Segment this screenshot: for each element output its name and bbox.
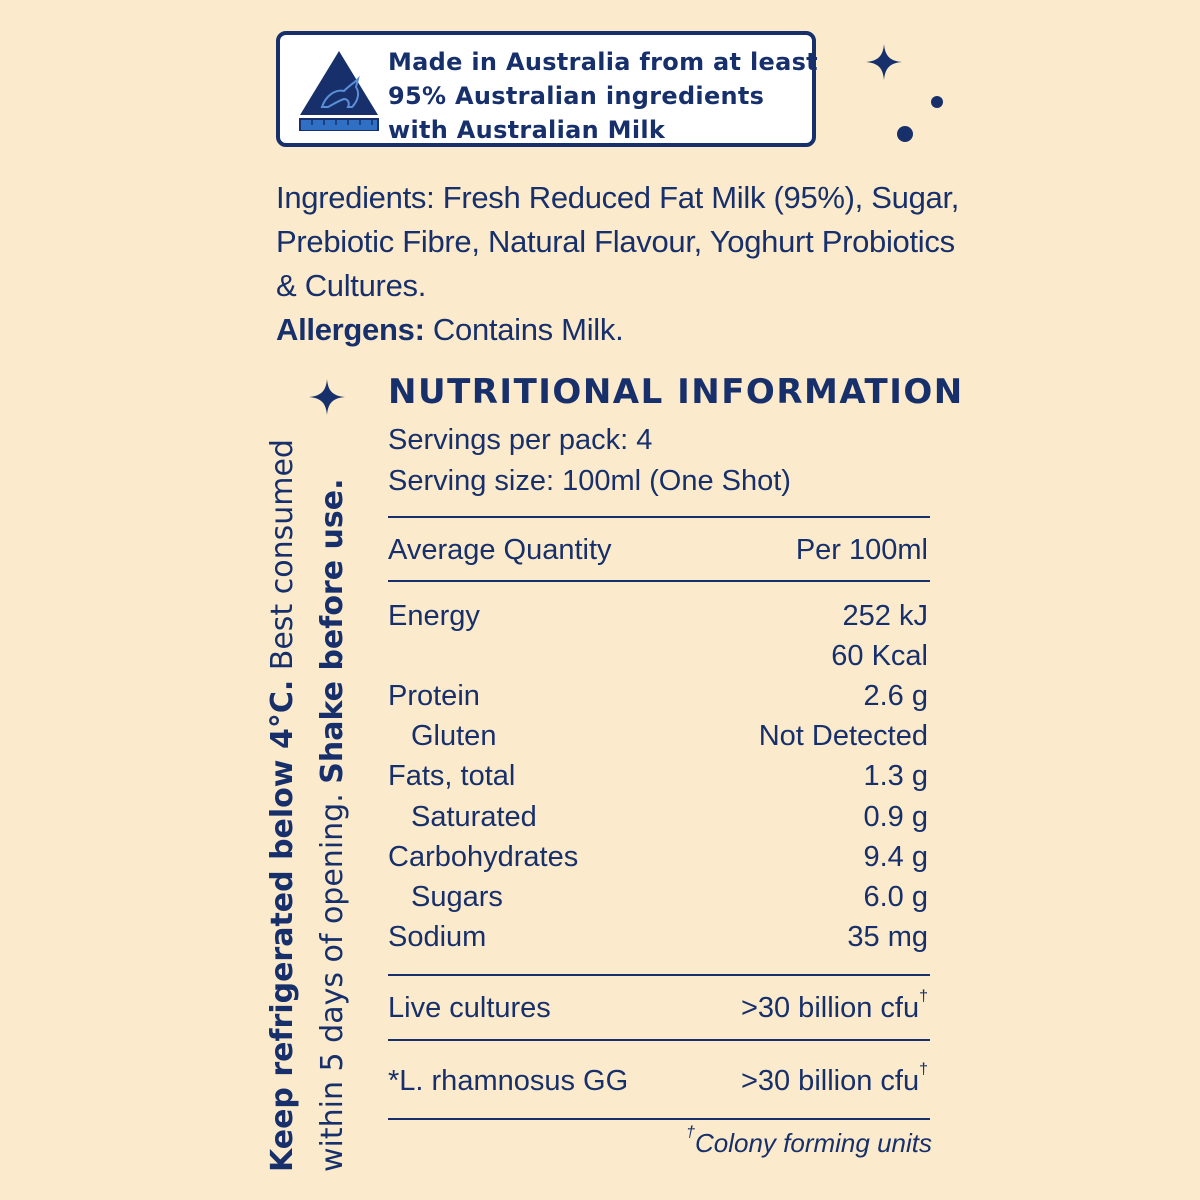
table-row bbox=[388, 636, 928, 676]
storage-within-days: within 5 days of opening. bbox=[315, 783, 350, 1172]
badge-text bbox=[388, 45, 818, 147]
storage-line-1 bbox=[258, 439, 308, 1172]
ingredients-line-2: Prebiotic Fibre, Natural Flavour, Yoghurt Probiotics bbox=[276, 224, 955, 259]
row-value: 0.9 g bbox=[863, 800, 928, 833]
row-label: Sugars bbox=[411, 880, 503, 913]
made-in-australia-badge bbox=[276, 31, 816, 147]
table-header-row bbox=[388, 530, 928, 570]
storage-shake: Shake before use. bbox=[315, 478, 350, 784]
live-cultures-label: Live cultures bbox=[388, 991, 551, 1024]
row-label: Protein bbox=[388, 679, 480, 712]
storage-keep-refrigerated: Keep refrigerated below 4°C. bbox=[265, 679, 300, 1172]
row-label: Saturated bbox=[411, 800, 537, 833]
row-label: Carbohydrates bbox=[388, 840, 579, 873]
allergens-line bbox=[276, 308, 956, 352]
live-cultures-row bbox=[388, 988, 928, 1028]
storage-line-2 bbox=[308, 452, 358, 1172]
footnote-text: Colony forming units bbox=[695, 1128, 932, 1158]
nutrition-title: NUTRITIONAL INFORMATION bbox=[388, 372, 964, 412]
row-value: 9.4 g bbox=[863, 840, 928, 873]
rhamnosus-row bbox=[388, 1061, 928, 1101]
row-label: Energy bbox=[388, 599, 480, 632]
row-value: 60 Kcal bbox=[831, 639, 928, 672]
badge-line-1: Made in Australia from at least bbox=[388, 48, 818, 76]
table-row bbox=[388, 877, 928, 917]
table-row bbox=[388, 676, 928, 716]
rhamnosus-label: *L. rhamnosus GG bbox=[388, 1064, 629, 1097]
storage-best-consumed: Best consumed bbox=[265, 439, 300, 680]
kangaroo-triangle-icon bbox=[298, 49, 380, 131]
table-rule bbox=[388, 516, 930, 518]
dot-icon bbox=[896, 125, 914, 143]
dot-icon bbox=[930, 95, 944, 109]
table-rule bbox=[388, 974, 930, 976]
servings-per-pack: Servings per pack: 4 bbox=[388, 424, 653, 456]
dagger-mark: † bbox=[686, 1124, 695, 1141]
table-row bbox=[388, 797, 928, 837]
table-row bbox=[388, 917, 928, 957]
sparkle-star-icon bbox=[309, 379, 345, 415]
dagger-mark: † bbox=[919, 1060, 928, 1078]
table-row bbox=[388, 716, 928, 756]
row-label: Fats, total bbox=[388, 759, 516, 792]
row-label: Gluten bbox=[411, 719, 497, 752]
table-row bbox=[388, 837, 928, 877]
allergens-label: Allergens: bbox=[276, 312, 425, 347]
ingredients-section bbox=[276, 176, 960, 352]
table-rule bbox=[388, 1039, 930, 1041]
ingredients-line-1: Ingredients: Fresh Reduced Fat Milk (95%), Sugar, bbox=[276, 180, 960, 215]
table-rule bbox=[388, 1118, 930, 1120]
rhamnosus-value: >30 billion cfu† bbox=[740, 1060, 928, 1097]
row-value: 1.3 g bbox=[863, 759, 928, 792]
footnote bbox=[388, 1124, 932, 1159]
table-row bbox=[388, 596, 928, 636]
storage-instructions bbox=[258, 439, 358, 1172]
table-row bbox=[388, 756, 928, 796]
row-value: 2.6 g bbox=[863, 679, 928, 712]
badge-line-3: with Australian Milk bbox=[388, 116, 666, 144]
table-rule bbox=[388, 580, 930, 582]
row-value: Not Detected bbox=[758, 719, 928, 752]
badge-line-2: 95% Australian ingredients bbox=[388, 82, 765, 110]
serving-size: Serving size: 100ml (One Shot) bbox=[388, 465, 791, 497]
allergens-value: Contains Milk. bbox=[424, 312, 624, 347]
dagger-mark: † bbox=[919, 987, 928, 1005]
row-value: 6.0 g bbox=[863, 880, 928, 913]
live-cultures-value: >30 billion cfu† bbox=[740, 987, 928, 1024]
ingredients-line-3: & Cultures. bbox=[276, 268, 427, 303]
sparkle-star-icon bbox=[866, 44, 902, 80]
row-value: 35 mg bbox=[847, 920, 928, 953]
row-value: 252 kJ bbox=[842, 599, 928, 632]
header-label: Average Quantity bbox=[388, 533, 612, 566]
header-value: Per 100ml bbox=[795, 533, 928, 566]
row-label: Sodium bbox=[388, 920, 487, 953]
